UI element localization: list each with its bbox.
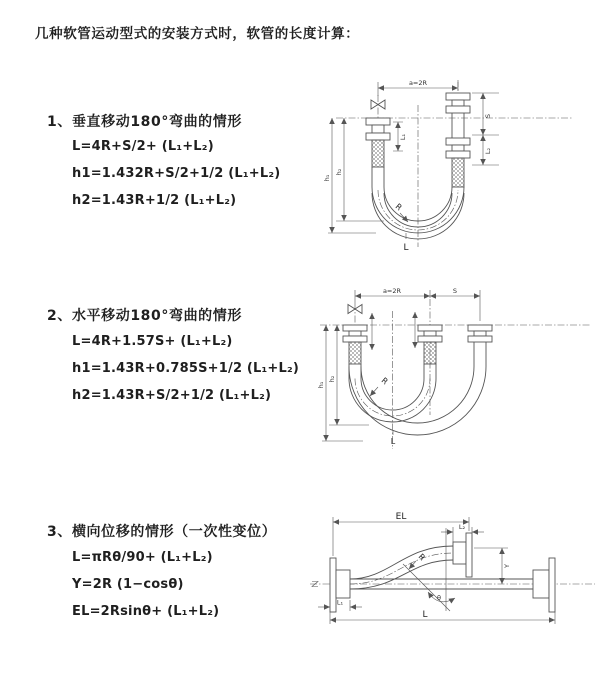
- d2-radius-leader: [370, 387, 378, 396]
- diagram-vertical-180-bend: [318, 75, 590, 255]
- d3-label-y: Y: [503, 564, 511, 568]
- d2-left-fitting: [343, 325, 367, 342]
- d1-radius-leader: [400, 213, 408, 222]
- d2-label-a2r: a=2R: [382, 287, 402, 295]
- d1-right-fitting-upper: [446, 93, 470, 113]
- d1-label-l1: L₁: [399, 133, 407, 141]
- d3-displaced-hose: [350, 546, 453, 589]
- d3-label-l: L: [422, 610, 428, 620]
- d3-label-theta: θ: [437, 594, 441, 602]
- d2-right-hose-leg: [474, 342, 486, 367]
- d3-displaced-flange: [453, 533, 472, 577]
- d1-right-pipe-wall: [452, 113, 464, 138]
- d2-right-fitting: [468, 325, 492, 342]
- d3-dim-el: [333, 517, 469, 556]
- d2-small-dims: [372, 312, 415, 350]
- d1-labels: [323, 79, 492, 253]
- d1-label-h2: h₂: [335, 168, 343, 176]
- d3-label-l2: L₂: [458, 523, 466, 531]
- d2-label-r: R: [379, 375, 390, 387]
- d1-left-braid: [372, 140, 384, 167]
- case1-formula-h1: h1=1.432R+S/2+1/2 (L₁+L₂): [72, 166, 281, 181]
- d2-drawing: [320, 290, 590, 449]
- d1-label-r: R: [393, 201, 404, 213]
- d2-middle-fitting: [418, 325, 442, 342]
- d1-left-fitting: [366, 118, 390, 140]
- d1-left-hose-wall: [372, 167, 384, 187]
- d2-label-l: L: [390, 437, 396, 446]
- case2-formula-h2: h2=1.43R+S/2+1/2 (L₁+L₂): [72, 388, 272, 403]
- d2-dim-a2r-s: [355, 290, 480, 321]
- case1-formula-h2: h2=1.43R+1/2 (L₁+L₂): [72, 193, 237, 208]
- d3-right-flange: [533, 558, 555, 612]
- d2-label-h2: h₂: [328, 375, 336, 383]
- d1-label-a2r: a=2R: [408, 79, 428, 87]
- d2-hose-u-bends: [349, 367, 486, 436]
- case3-formula-length: L=πRθ/90+ (L₁+L₂): [72, 550, 213, 565]
- case2-formula-length: L=4R+1.57S+ (L₁+L₂): [72, 334, 233, 349]
- d3-drawing: [310, 517, 595, 624]
- d2-label-h1: h₁: [317, 381, 325, 389]
- d3-label-r: R: [416, 552, 427, 563]
- d1-right-fitting-lower: [446, 138, 470, 158]
- case2-heading: 2、水平移动180°弯曲的情形: [47, 308, 242, 324]
- d3-label-el: EL: [395, 512, 407, 522]
- d2-label-s: S: [452, 287, 458, 295]
- d3-dim-l: [330, 612, 555, 624]
- case3-formula-y: Y=2R (1−cosθ): [72, 577, 184, 592]
- page-title: 几种软管运动型式的安装方式时，软管的长度计算：: [35, 26, 360, 42]
- diagram-horizontal-180-bend: [315, 283, 595, 455]
- d1-right-braid: [452, 158, 464, 187]
- case2-formula-h1: h1=1.43R+0.785S+1/2 (L₁+L₂): [72, 361, 300, 376]
- case3-heading: 3、横向位移的情形（一次性变位）: [47, 524, 277, 540]
- case1-formula-length: L=4R+S/2+ (L₁+L₂): [72, 139, 214, 154]
- d1-drawing: [328, 80, 572, 247]
- d1-label-l2: L₂: [484, 147, 492, 155]
- d3-labels: [337, 512, 511, 620]
- d1-label-h1: h₁: [323, 174, 331, 182]
- d2-left-braid: [349, 342, 361, 364]
- d3-angle-construction: [403, 528, 455, 611]
- d1-label-s: S: [484, 113, 492, 119]
- d2-middle-braid: [424, 342, 436, 364]
- d1-label-l: L: [403, 243, 409, 253]
- diagram-lateral-displacement: [305, 508, 600, 648]
- case3-formula-el: EL=2Rsinθ+ (L₁+L₂): [72, 604, 220, 619]
- case1-heading: 1、垂直移动180°弯曲的情形: [47, 114, 242, 130]
- d3-label-l1: L₁: [336, 598, 344, 607]
